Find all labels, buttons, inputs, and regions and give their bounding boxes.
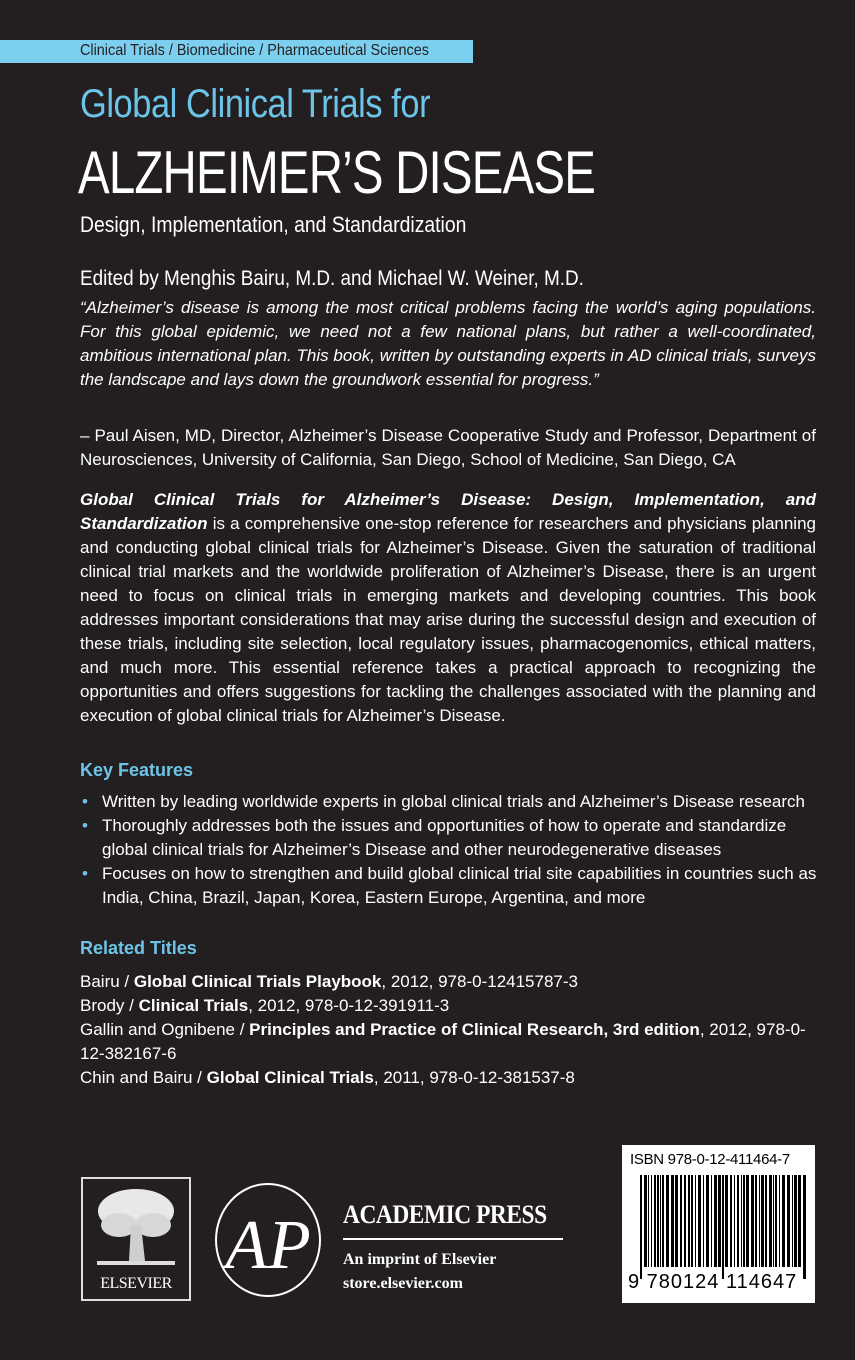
barcode-bar	[751, 1175, 754, 1267]
key-features-list	[80, 790, 820, 910]
feature-text: Thoroughly addresses both the issues and opportunities of how to operate and standardize global clinical trials for Alzheimer’s Disease and other neurodegenerative diseases	[102, 816, 787, 859]
barcode-bar	[743, 1175, 745, 1267]
barcode-bar	[675, 1175, 678, 1267]
key-features-heading: Key Features	[80, 760, 194, 780]
description-title: Global Clinical Trials for Alzheimer’s Disease: Design, Implementation, and Standardization	[80, 490, 816, 533]
publisher-name: ACADEMIC PRESS	[343, 1200, 547, 1229]
barcode-bar	[644, 1175, 647, 1267]
barcode-bar	[662, 1175, 664, 1267]
related-title: Gallin and Ognibene / Principles and Practice of Clinical Research, 3rd edition, 2012, 978-0-12-382167-6	[80, 1020, 806, 1063]
elsevier-logo	[81, 1177, 191, 1301]
category-banner	[0, 40, 473, 63]
barcode-bars	[636, 1175, 808, 1279]
publisher-info	[343, 1248, 496, 1296]
barcode-bar	[769, 1175, 772, 1267]
barcode-bar	[640, 1175, 642, 1279]
barcode-bar	[773, 1175, 774, 1267]
barcode-bar	[706, 1175, 709, 1267]
barcode-bar	[730, 1175, 732, 1267]
barcode-bar	[698, 1175, 701, 1267]
barcode-bar	[722, 1175, 724, 1279]
endorsement-quote: “Alzheimer’s disease is among the most critical problems facing the world’s aging populations. For this global epidemic, we need not a few national plans, but rather a well-coordinated, ambitious international plan. This book, written by outstanding experts in AD clinical trials, surveys the landscape and lays down the groundwork essential for progress.”	[80, 298, 816, 389]
description-text: is a comprehensive one-stop reference for researchers and physicians planning and conducting global clinical trials for Alzheimer’s Disease. Given the saturation of traditional clinical trial markets and the worldwide proliferation of Alzheimer’s Disease, there is an urgent need to focus on clinical trials in emerging markets and developing countries. This book addresses important considerations that may arise during the successful design and execution of these trials, including site selection, local regulatory issues, pharmacogenomics, ethical matters, and much more. This essential reference takes a practical approach to recognizing the opportunities and offers suggestions for tackling the challenges associated with the planning and execution of global clinical trials for Alzheimer’s Disease.	[80, 514, 816, 725]
barcode-bar	[779, 1175, 780, 1267]
barcode-bar	[684, 1175, 686, 1267]
barcode-bar	[703, 1175, 704, 1267]
barcode-bar	[688, 1175, 690, 1267]
title-line-2: ALZHEIMER’S DISEASE	[78, 139, 596, 206]
feature-text: Written by leading worldwide experts in global clinical trials and Alzheimer’s Disease research	[102, 792, 806, 811]
barcode-bar	[648, 1175, 649, 1267]
barcode-bar	[737, 1175, 739, 1267]
barcode-bar	[660, 1175, 661, 1267]
barcode-bar	[741, 1175, 742, 1267]
barcode-bar	[691, 1175, 693, 1267]
barcode-bar	[714, 1175, 717, 1267]
barcode-bar	[803, 1175, 806, 1279]
related-title: Bairu / Global Clinical Trials Playbook, 2012, 978-0-12415787-3	[80, 972, 578, 991]
store-url: store.elsevier.com	[343, 1275, 463, 1292]
barcode-bar	[782, 1175, 785, 1267]
isbn-text: ISBN 978-0-12-411464-7	[630, 1151, 790, 1168]
academic-press-logo	[210, 1182, 326, 1298]
barcode-bar	[666, 1175, 669, 1267]
editors: Edited by Menghis Bairu, M.D. and Michael W. Weiner, M.D.	[80, 267, 584, 290]
barcode-bar	[765, 1175, 767, 1267]
barcode-bar	[651, 1175, 652, 1267]
barcode-bar	[746, 1175, 749, 1267]
category-text: Clinical Trials / Biomedicine / Pharmaceutical Sciences	[80, 42, 429, 59]
description	[80, 488, 816, 728]
feature-text: Focuses on how to strengthen and build global clinical trial site capabilities in countries such as India, China, Brazil, Japan, Korea, Eastern Europe, Argentina, and more	[102, 864, 817, 907]
barcode-bar	[755, 1175, 757, 1267]
barcode-bar	[775, 1175, 777, 1267]
barcode-bar	[759, 1175, 760, 1267]
related-title: Brody / Clinical Trials, 2012, 978-0-12-391911-3	[80, 996, 450, 1015]
related-title: Chin and Bairu / Global Clinical Trials, 2011, 978-0-12-381537-8	[80, 1068, 575, 1087]
barcode-bar	[761, 1175, 764, 1267]
isbn-barcode	[622, 1145, 815, 1303]
imprint: An imprint of Elsevier	[343, 1251, 497, 1268]
bullet-icon: •	[82, 864, 88, 883]
barcode-bar	[787, 1175, 790, 1267]
bullet-icon: •	[82, 792, 88, 811]
barcode-bar	[794, 1175, 797, 1267]
list-item	[80, 790, 820, 814]
barcode-bar	[798, 1175, 801, 1267]
divider	[343, 1238, 563, 1240]
barcode-digits: 9 780124 114647	[628, 1271, 798, 1293]
barcode-bar	[695, 1175, 696, 1267]
quote-attribution: – Paul Aisen, MD, Director, Alzheimer’s Disease Cooperative Study and Professor, Department of Neurosciences, University of California, San Diego, School of Medicine, San Diego, CA	[80, 426, 816, 469]
title-line-1: Global Clinical Trials for	[80, 82, 431, 126]
subtitle: Design, Implementation, and Standardization	[80, 212, 467, 237]
bullet-icon: •	[82, 816, 88, 835]
barcode-bar	[680, 1175, 682, 1267]
barcode-bar	[734, 1175, 735, 1267]
list-item	[80, 814, 820, 862]
barcode-bar	[718, 1175, 721, 1267]
barcode-bar	[725, 1175, 728, 1267]
related-titles-heading: Related Titles	[80, 938, 197, 958]
barcode-bar	[671, 1175, 674, 1267]
barcode-bar	[654, 1175, 656, 1267]
list-item	[80, 862, 820, 910]
barcode-bar	[711, 1175, 712, 1267]
tree-icon	[91, 1185, 181, 1269]
barcode-bar	[792, 1175, 793, 1267]
barcode-bar	[657, 1175, 659, 1267]
elsevier-wordmark: ELSEVIER	[100, 1275, 172, 1292]
related-titles-list	[80, 970, 820, 1090]
svg-text:AP: AP	[225, 1207, 311, 1284]
